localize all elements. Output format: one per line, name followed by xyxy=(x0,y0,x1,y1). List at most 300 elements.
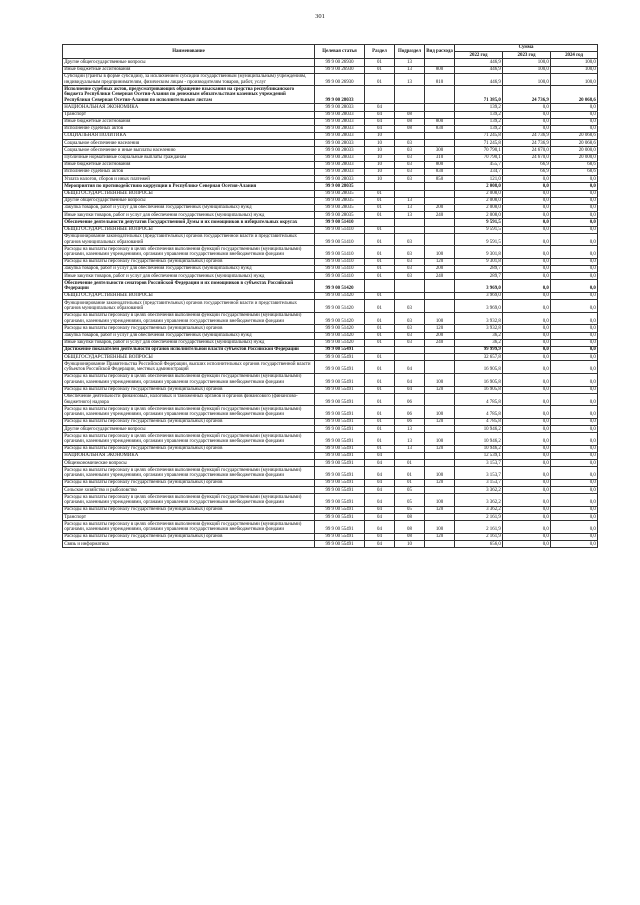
cell-name: Закупка товаров, работ и услуг для обеспечения государственных (муниципальных) нужд xyxy=(63,266,315,273)
cell-amount-2023: 0,0 xyxy=(503,453,551,460)
cell-amount-2022: 4 785,8 xyxy=(455,393,503,406)
cell-target-article: 99 9 00 28033 xyxy=(315,86,365,104)
cell-section: 04 xyxy=(365,541,395,548)
cell-name: Достижение показателей деятельности органов исполнительной власти субъектов Российской Федерации xyxy=(63,347,315,354)
cell-amount-2022: 139,2 xyxy=(455,125,503,132)
cell-amount-2022: 3 932,8 xyxy=(455,325,503,332)
header-name: Наименование xyxy=(63,45,315,59)
table-header xyxy=(63,45,598,59)
cell-section: 10 xyxy=(365,154,395,161)
cell-subsection xyxy=(395,190,425,197)
table-row xyxy=(63,467,598,480)
cell-expense-type: 120 xyxy=(425,534,455,541)
cell-section: 01 xyxy=(365,433,395,446)
cell-expense-type: 120 xyxy=(425,418,455,425)
cell-expense-type xyxy=(425,426,455,433)
cell-section: 01 xyxy=(365,190,395,197)
cell-amount-2023: 0,0 xyxy=(503,204,551,211)
cell-amount-2023: 0,0 xyxy=(503,197,551,204)
table-row xyxy=(63,521,598,534)
cell-section: 04 xyxy=(365,104,395,111)
cell-name: Функционирование законодательных (представительных) органов государственной власти и представительных органов муниципальных образований xyxy=(63,233,315,246)
table-row xyxy=(63,460,598,467)
cell-expense-type xyxy=(425,140,455,147)
cell-section: 01 xyxy=(365,293,395,300)
cell-name: Обеспечение деятельности сенаторов Российской Федерации и их помощников в субъектах Российской Федерации xyxy=(63,280,315,293)
cell-amount-2023: 0,0 xyxy=(503,183,551,190)
table-row xyxy=(63,339,598,346)
cell-amount-2023: 0,0 xyxy=(503,494,551,507)
cell-subsection: 13 xyxy=(395,204,425,211)
cell-amount-2024: 0,0 xyxy=(551,453,598,460)
cell-subsection: 13 xyxy=(395,66,425,73)
cell-expense-type: 100 xyxy=(425,246,455,259)
cell-name: Транспорт xyxy=(63,111,315,118)
cell-amount-2024: 0,0 xyxy=(551,406,598,419)
cell-target-article: 99 9 00 51410 xyxy=(315,258,365,265)
cell-subsection: 03 xyxy=(395,246,425,259)
cell-section: 04 xyxy=(365,467,395,480)
cell-amount-2023: 24 736,9 xyxy=(503,140,551,147)
cell-subsection xyxy=(395,347,425,354)
cell-amount-2023: 100,0 xyxy=(503,59,551,66)
cell-section: 01 xyxy=(365,246,395,259)
cell-name: Закупка товаров, работ и услуг для обеспечения государственных (муниципальных) нужд xyxy=(63,204,315,211)
cell-amount-2024: 68,6 xyxy=(551,161,598,168)
cell-name: Обеспечение деятельности депутатов Государственной Думы и их помощников в избирательных округах xyxy=(63,219,315,226)
cell-amount-2023: 0,0 xyxy=(503,354,551,361)
header-subsection: Подраздел xyxy=(395,45,425,59)
table-row xyxy=(63,418,598,425)
cell-target-article: 99 9 00 55491 xyxy=(315,494,365,507)
cell-section: 01 xyxy=(365,445,395,452)
cell-section: 10 xyxy=(365,140,395,147)
cell-amount-2024: 0,0 xyxy=(551,487,598,494)
cell-target-article: 99 9 00 55491 xyxy=(315,487,365,494)
cell-target-article: 99 9 00 28033 xyxy=(315,176,365,183)
cell-subsection: 05 xyxy=(395,507,425,514)
cell-amount-2023: 100,0 xyxy=(503,73,551,86)
cell-target-article: 99 9 00 55491 xyxy=(315,445,365,452)
table-row xyxy=(63,183,598,190)
cell-amount-2024: 0,0 xyxy=(551,347,598,354)
cell-amount-2024: 0,0 xyxy=(551,514,598,521)
cell-name: Расходы на выплаты персоналу в целях обеспечения выполнения функций государственными (муниципальными) органами, казенными учреждениями, органами управления государственными внебюджетными фондами xyxy=(63,521,315,534)
cell-amount-2023: 0,0 xyxy=(503,487,551,494)
cell-amount-2022: 16 905,8 xyxy=(455,361,503,374)
cell-subsection: 04 xyxy=(395,373,425,386)
cell-subsection xyxy=(395,293,425,300)
table-row xyxy=(63,347,598,354)
header-year-2023: 2023 год xyxy=(503,52,551,59)
cell-name: ОБЩЕГОСУДАРСТВЕННЫЕ ВОПРОСЫ xyxy=(63,354,315,361)
cell-subsection: 03 xyxy=(395,154,425,161)
cell-amount-2022: 71 385,0 xyxy=(455,86,503,104)
cell-amount-2022: 3 362,2 xyxy=(455,507,503,514)
cell-section: 04 xyxy=(365,460,395,467)
cell-amount-2024: 0,0 xyxy=(551,212,598,219)
cell-section: 01 xyxy=(365,325,395,332)
header-year-2022: 2022 год xyxy=(455,52,503,59)
table-row xyxy=(63,66,598,73)
cell-amount-2022: 36,2 xyxy=(455,339,503,346)
table-row xyxy=(63,86,598,104)
table-row xyxy=(63,354,598,361)
table-body xyxy=(63,59,598,548)
table-row xyxy=(63,161,598,168)
cell-target-article: 99 9 00 55491 xyxy=(315,507,365,514)
cell-target-article: 99 9 00 55491 xyxy=(315,460,365,467)
cell-amount-2024: 0,0 xyxy=(551,494,598,507)
table-row xyxy=(63,133,598,140)
cell-amount-2023: 0,0 xyxy=(503,361,551,374)
cell-amount-2023: 0,0 xyxy=(503,460,551,467)
cell-expense-type: 810 xyxy=(425,73,455,86)
cell-section xyxy=(365,86,395,104)
cell-expense-type: 120 xyxy=(425,507,455,514)
cell-expense-type xyxy=(425,190,455,197)
cell-amount-2024: 0,0 xyxy=(551,312,598,325)
cell-amount-2024: 100,0 xyxy=(551,59,598,66)
cell-amount-2024: 0,0 xyxy=(551,339,598,346)
table-row xyxy=(63,266,598,273)
cell-amount-2023: 0,0 xyxy=(503,521,551,534)
cell-subsection: 01 xyxy=(395,480,425,487)
cell-expense-type: 240 xyxy=(425,212,455,219)
cell-amount-2023: 24 736,9 xyxy=(503,86,551,104)
cell-section xyxy=(365,347,395,354)
cell-name: Сельское хозяйство и рыболовство xyxy=(63,487,315,494)
cell-amount-2022: 289,7 xyxy=(455,273,503,280)
cell-section: 01 xyxy=(365,426,395,433)
cell-subsection: 13 xyxy=(395,212,425,219)
cell-name: Расходы на выплаты персоналу в целях обеспечения выполнения функций государственными (муниципальными) органами, казенными учреждениями, органами управления государственными внебюджетными фондами xyxy=(63,312,315,325)
cell-subsection: 04 xyxy=(395,386,425,393)
cell-subsection: 04 xyxy=(395,361,425,374)
cell-target-article: 99 9 00 55491 xyxy=(315,480,365,487)
cell-amount-2023: 0,0 xyxy=(503,541,551,548)
cell-amount-2022: 3 969,0 xyxy=(455,300,503,313)
cell-expense-type: 120 xyxy=(425,386,455,393)
cell-section: 10 xyxy=(365,169,395,176)
table-row xyxy=(63,332,598,339)
cell-name: Расходы на выплаты персоналу государственных (муниципальных) органов xyxy=(63,534,315,541)
cell-subsection xyxy=(395,86,425,104)
cell-amount-2022: 139,2 xyxy=(455,111,503,118)
cell-amount-2022: 10 946,2 xyxy=(455,433,503,446)
cell-name: Иные закупки товаров, работ и услуг для обеспечения государственных (муниципальных) нужд xyxy=(63,273,315,280)
cell-amount-2022: 656,0 xyxy=(455,541,503,548)
cell-amount-2022: 2 008,0 xyxy=(455,190,503,197)
cell-target-article: 99 9 00 28033 xyxy=(315,147,365,154)
cell-target-article: 99 9 00 55491 xyxy=(315,361,365,374)
table-row xyxy=(63,426,598,433)
cell-amount-2024: 20 000,0 xyxy=(551,154,598,161)
cell-target-article: 99 9 00 28035 xyxy=(315,204,365,211)
table-row xyxy=(63,273,598,280)
cell-amount-2023: 0,0 xyxy=(503,266,551,273)
cell-expense-type xyxy=(425,183,455,190)
table-row xyxy=(63,176,598,183)
cell-amount-2024: 0,0 xyxy=(551,373,598,386)
cell-name: Субсидии (гранты в форме субсидий), за исключением субсидий государственным (муниципальным) учреждениям, индивидуальным предпринимателям, физическим лицам - производителям товаров, работ, услуг xyxy=(63,73,315,86)
cell-expense-type xyxy=(425,354,455,361)
cell-amount-2022: 3 362,2 xyxy=(455,494,503,507)
cell-name: Расходы на выплаты персоналу в целях обеспечения выполнения функций государственными (муниципальными) органами, казенными учреждениями, органами управления государственными внебюджетными фондами xyxy=(63,494,315,507)
cell-amount-2023: 24 670,0 xyxy=(503,147,551,154)
cell-amount-2023: 100,0 xyxy=(503,66,551,73)
cell-amount-2022: 446,9 xyxy=(455,59,503,66)
cell-name: Мероприятия по противодействию коррупции в Республике Северная Осетия-Алания xyxy=(63,183,315,190)
cell-subsection: 01 xyxy=(395,467,425,480)
cell-amount-2022: 3 932,8 xyxy=(455,312,503,325)
cell-amount-2024: 0,0 xyxy=(551,361,598,374)
cell-expense-type: 120 xyxy=(425,445,455,452)
cell-amount-2023: 66,9 xyxy=(503,169,551,176)
cell-name: Другие общегосударственные вопросы xyxy=(63,59,315,66)
table-row xyxy=(63,246,598,259)
cell-expense-type: 200 xyxy=(425,266,455,273)
cell-name: Функционирование законодательных (представительных) органов государственной власти и представительных органов муниципальных образований xyxy=(63,300,315,313)
cell-target-article: 99 9 00 55491 xyxy=(315,426,365,433)
cell-name: Исполнение судебных актов xyxy=(63,169,315,176)
cell-amount-2023: 0,0 xyxy=(503,226,551,233)
cell-amount-2023: 0,0 xyxy=(503,212,551,219)
cell-amount-2024: 0,0 xyxy=(551,293,598,300)
cell-amount-2022: 334,7 xyxy=(455,169,503,176)
table-row xyxy=(63,169,598,176)
cell-amount-2024: 0,0 xyxy=(551,104,598,111)
cell-target-article: 99 9 00 26930 xyxy=(315,59,365,66)
table-row xyxy=(63,445,598,452)
cell-expense-type: 100 xyxy=(425,406,455,419)
cell-amount-2023: 0,0 xyxy=(503,480,551,487)
cell-subsection: 08 xyxy=(395,534,425,541)
cell-subsection: 10 xyxy=(395,541,425,548)
cell-amount-2023: 0,0 xyxy=(503,433,551,446)
cell-name: Другие общегосударственные вопросы xyxy=(63,197,315,204)
table-row xyxy=(63,534,598,541)
cell-section: 01 xyxy=(365,258,395,265)
cell-expense-type xyxy=(425,487,455,494)
table-row xyxy=(63,258,598,265)
cell-target-article: 99 9 00 28035 xyxy=(315,197,365,204)
cell-target-article: 99 9 00 55491 xyxy=(315,453,365,460)
cell-expense-type xyxy=(425,233,455,246)
cell-expense-type: 100 xyxy=(425,467,455,480)
cell-name: Расходы на выплаты персоналу государственных (муниципальных) органов xyxy=(63,418,315,425)
header-year-2024: 2024 год xyxy=(551,52,598,59)
cell-expense-type xyxy=(425,59,455,66)
cell-amount-2023: 0,0 xyxy=(503,406,551,419)
cell-amount-2022: 71 245,8 xyxy=(455,140,503,147)
cell-amount-2022: 446,9 xyxy=(455,66,503,73)
table-row xyxy=(63,118,598,125)
cell-amount-2022: 2 008,0 xyxy=(455,212,503,219)
cell-amount-2022: 2 008,0 xyxy=(455,197,503,204)
cell-name: Расходы на выплаты персоналу государственных (муниципальных) органов xyxy=(63,445,315,452)
cell-section: 01 xyxy=(365,266,395,273)
cell-subsection: 03 xyxy=(395,147,425,154)
table-row xyxy=(63,487,598,494)
cell-amount-2022: 3 362,2 xyxy=(455,487,503,494)
cell-amount-2023: 0,0 xyxy=(503,393,551,406)
cell-expense-type xyxy=(425,393,455,406)
table-row xyxy=(63,280,598,293)
cell-section: 01 xyxy=(365,354,395,361)
cell-section: 04 xyxy=(365,521,395,534)
cell-subsection: 13 xyxy=(395,426,425,433)
cell-section: 01 xyxy=(365,332,395,339)
cell-subsection: 01 xyxy=(395,460,425,467)
cell-subsection xyxy=(395,183,425,190)
cell-name: Расходы на выплаты персоналу в целях обеспечения выполнения функций государственными (муниципальными) органами, казенными учреждениями, органами управления государственными внебюджетными фондами xyxy=(63,433,315,446)
cell-target-article: 99 9 00 51410 xyxy=(315,246,365,259)
cell-target-article: 99 9 00 55491 xyxy=(315,393,365,406)
cell-amount-2023: 0,0 xyxy=(503,312,551,325)
cell-expense-type: 200 xyxy=(425,204,455,211)
cell-subsection: 03 xyxy=(395,176,425,183)
cell-amount-2024: 20 068,6 xyxy=(551,133,598,140)
cell-amount-2023: 0,0 xyxy=(503,332,551,339)
cell-amount-2023: 0,0 xyxy=(503,293,551,300)
cell-amount-2022: 12 539,1 xyxy=(455,453,503,460)
cell-name: Расходы на выплаты персоналу государственных (муниципальных) органов xyxy=(63,480,315,487)
cell-amount-2023: 0,0 xyxy=(503,445,551,452)
cell-section: 01 xyxy=(365,361,395,374)
cell-amount-2022: 71 245,8 xyxy=(455,133,503,140)
cell-target-article: 99 9 00 55491 xyxy=(315,373,365,386)
cell-name: Расходы на выплаты персоналу государственных (муниципальных) органов xyxy=(63,258,315,265)
table-row xyxy=(63,406,598,419)
cell-expense-type: 240 xyxy=(425,273,455,280)
cell-amount-2022: 70 790,1 xyxy=(455,154,503,161)
cell-amount-2023: 0,0 xyxy=(503,280,551,293)
cell-name: Иные бюджетные ассигнования xyxy=(63,66,315,73)
cell-section: 01 xyxy=(365,273,395,280)
cell-expense-type xyxy=(425,86,455,104)
cell-amount-2022: 2 008,0 xyxy=(455,204,503,211)
cell-target-article: 99 9 00 55491 xyxy=(315,467,365,480)
cell-amount-2024: 0,0 xyxy=(551,325,598,332)
cell-amount-2024: 0,0 xyxy=(551,521,598,534)
cell-section: 10 xyxy=(365,147,395,154)
cell-amount-2023: 0,0 xyxy=(503,507,551,514)
cell-expense-type xyxy=(425,347,455,354)
cell-amount-2022: 10 946,2 xyxy=(455,445,503,452)
cell-target-article: 99 9 00 51410 xyxy=(315,226,365,233)
table-row xyxy=(63,190,598,197)
cell-name: Уплата налогов, сборов и иных платежей xyxy=(63,176,315,183)
cell-amount-2022: 3 153,7 xyxy=(455,480,503,487)
budget-table xyxy=(62,44,598,548)
cell-target-article: 99 9 00 55491 xyxy=(315,347,365,354)
cell-subsection: 03 xyxy=(395,300,425,313)
cell-amount-2024: 0,0 xyxy=(551,354,598,361)
cell-subsection: 08 xyxy=(395,521,425,534)
cell-target-article: 99 9 00 28033 xyxy=(315,169,365,176)
cell-name: Исполнение судебных актов, предусматривающих обращение взыскания на средства республиканского бюджета Республики Северная Осетия-Алания по денежным обязательствам казенных учреждений Республики Северная Осетия-Алания по исполнительным листам xyxy=(63,86,315,104)
cell-target-article: 99 9 00 55491 xyxy=(315,386,365,393)
cell-name: Социальное обеспечение населения xyxy=(63,140,315,147)
header-expense-type: Вид расхода xyxy=(425,45,455,59)
cell-subsection: 03 xyxy=(395,325,425,332)
cell-name: НАЦИОНАЛЬНАЯ ЭКОНОМИКА xyxy=(63,104,315,111)
cell-amount-2023: 0,0 xyxy=(503,300,551,313)
cell-amount-2024: 0,0 xyxy=(551,233,598,246)
cell-section: 04 xyxy=(365,453,395,460)
cell-name: Иные бюджетные ассигнования xyxy=(63,161,315,168)
cell-amount-2024: 0,0 xyxy=(551,426,598,433)
cell-amount-2022: 16 905,8 xyxy=(455,373,503,386)
cell-target-article: 99 9 00 28035 xyxy=(315,212,365,219)
cell-section: 10 xyxy=(365,161,395,168)
cell-target-article: 99 9 00 28033 xyxy=(315,111,365,118)
cell-amount-2023: 0,0 xyxy=(503,418,551,425)
table-row xyxy=(63,312,598,325)
cell-amount-2022: 16 905,8 xyxy=(455,386,503,393)
cell-amount-2022: 139,2 xyxy=(455,118,503,125)
header-sum: Сумма xyxy=(455,45,598,52)
cell-expense-type: 100 xyxy=(425,494,455,507)
cell-amount-2024: 0,0 xyxy=(551,111,598,118)
cell-name: Расходы на выплаты персоналу в целях обеспечения выполнения функций государственными (муниципальными) органами, казенными учреждениями, органами управления государственными внебюджетными фондами xyxy=(63,246,315,259)
cell-target-article: 99 9 00 28033 xyxy=(315,161,365,168)
cell-name: СОЦИАЛЬНАЯ ПОЛИТИКА xyxy=(63,133,315,140)
cell-target-article: 99 9 00 28033 xyxy=(315,140,365,147)
cell-amount-2022: 9 591,5 xyxy=(455,226,503,233)
cell-subsection: 08 xyxy=(395,111,425,118)
cell-subsection: 03 xyxy=(395,169,425,176)
cell-amount-2023: 0,0 xyxy=(503,467,551,480)
cell-amount-2023: 0,0 xyxy=(503,118,551,125)
cell-name: Общеэкономические вопросы xyxy=(63,460,315,467)
cell-section: 01 xyxy=(365,339,395,346)
cell-target-article: 99 9 00 28033 xyxy=(315,118,365,125)
table-row xyxy=(63,212,598,219)
cell-amount-2022: 32 657,8 xyxy=(455,354,503,361)
cell-name: Закупка товаров, работ и услуг для обеспечения государственных (муниципальных) нужд xyxy=(63,332,315,339)
cell-target-article: 99 9 00 55491 xyxy=(315,534,365,541)
cell-section: 04 xyxy=(365,487,395,494)
cell-expense-type xyxy=(425,111,455,118)
cell-amount-2024: 0,0 xyxy=(551,480,598,487)
cell-amount-2024: 0,0 xyxy=(551,393,598,406)
cell-subsection xyxy=(395,219,425,226)
cell-amount-2022: 9 301,8 xyxy=(455,258,503,265)
cell-target-article: 99 9 00 51420 xyxy=(315,280,365,293)
cell-amount-2022: 10 946,2 xyxy=(455,426,503,433)
cell-amount-2023: 0,0 xyxy=(503,325,551,332)
cell-section: 04 xyxy=(365,494,395,507)
table-row xyxy=(63,147,598,154)
cell-subsection: 06 xyxy=(395,418,425,425)
table-row xyxy=(63,73,598,86)
cell-name: Социальное обеспечение и иные выплаты населению xyxy=(63,147,315,154)
cell-amount-2022: 36,2 xyxy=(455,332,503,339)
cell-section: 01 xyxy=(365,197,395,204)
cell-amount-2022: 3 969,0 xyxy=(455,280,503,293)
cell-amount-2022: 2 161,9 xyxy=(455,521,503,534)
cell-subsection: 03 xyxy=(395,233,425,246)
cell-subsection: 03 xyxy=(395,161,425,168)
cell-target-article: 99 9 00 51420 xyxy=(315,332,365,339)
cell-amount-2023: 0,0 xyxy=(503,104,551,111)
header-target-article: Целевая статья xyxy=(315,45,365,59)
cell-expense-type xyxy=(425,541,455,548)
cell-expense-type: 120 xyxy=(425,258,455,265)
cell-amount-2023: 0,0 xyxy=(503,514,551,521)
